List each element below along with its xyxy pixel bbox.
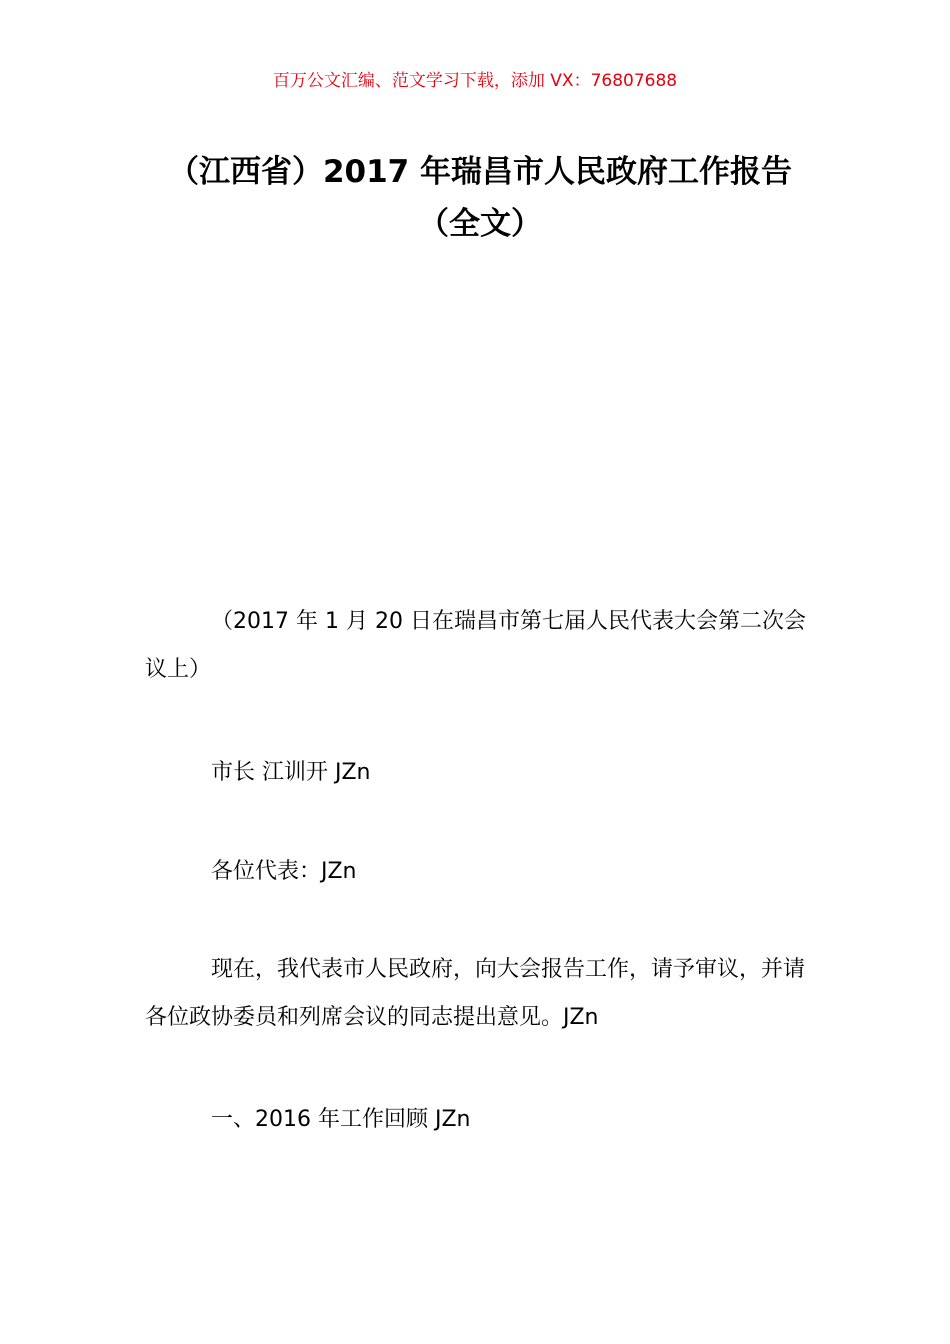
opening-paragraph: 现在，我代表市人民政府，向大会报告工作，请予审议，并请各位政协委员和列席会议的同志提出意见。JZn [145, 957, 806, 1030]
meeting-note: （2017 年 1 月 20 日在瑞昌市第七届人民代表大会第二次会议上） [145, 609, 806, 682]
salutation: 各位代表：JZn [211, 859, 357, 884]
speaker-line: 市长 江训开 JZn [211, 760, 371, 785]
document-title: （江西省）2017 年瑞昌市人民政府工作报告（全文） [167, 154, 793, 242]
section-heading: 一、2016 年工作回顾 JZn [211, 1107, 471, 1132]
watermark-banner: 百万公文汇编、范文学习下载，添加 VX：76807688 [272, 71, 678, 91]
